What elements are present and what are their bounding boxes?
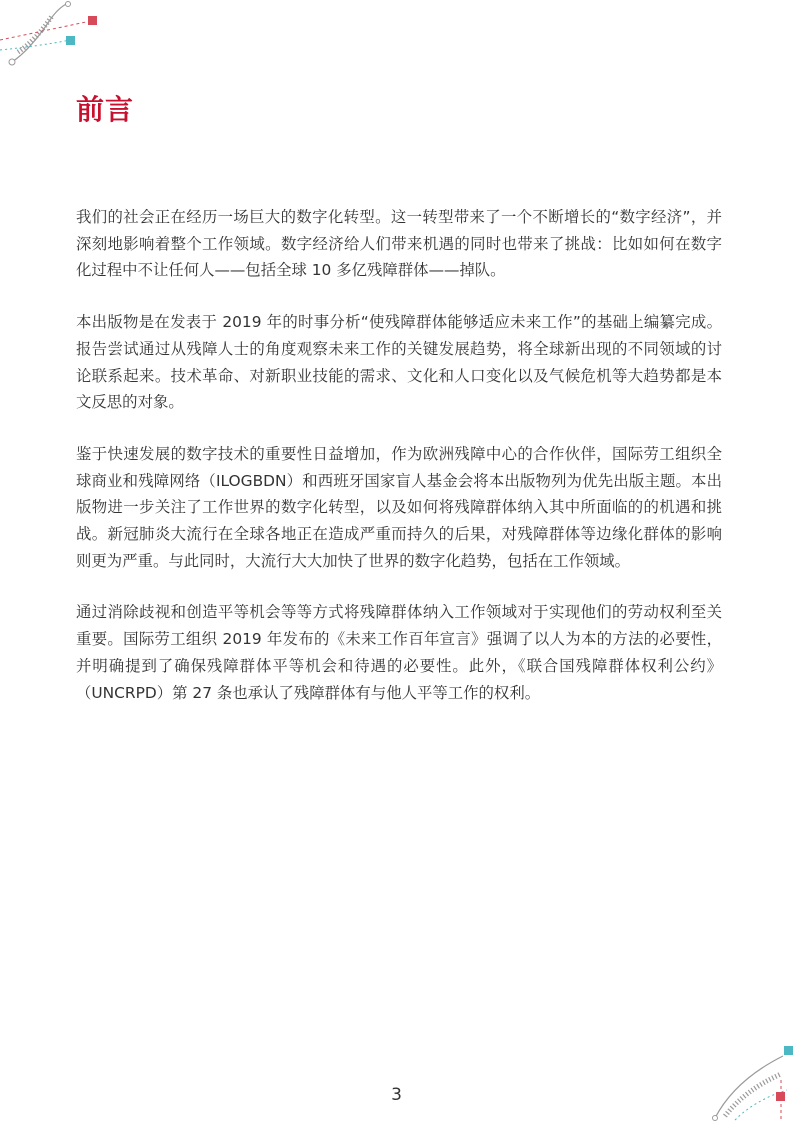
page-number: 3	[391, 1085, 402, 1105]
corner-decoration-top	[0, 0, 110, 75]
page-title: 前言	[76, 93, 135, 126]
paragraph-1: 我们的社会正在经历一场巨大的数字化转型。这一转型带来了一个不断增长的“数字经济”，并深刻地影响着整个工作领域。数字经济给人们带来机遇的同时也带来了挑战：比如如何在数字化过程中不让任何人——包括全球 10 多亿残障群体——掉队。	[76, 208, 722, 280]
paragraph-2: 本出版物是在发表于 2019 年的时事分析“使残障群体能够适应未来工作”的基础上编纂完成。报告尝试通过从残障人士的角度观察未来工作的关键发展趋势，将全球新出现的不同领域的讨论联系起来。技术革命、对新职业技能的需求、文化和人口变化以及气候危机等大趋势都是本文反思的对象。	[76, 313, 722, 412]
paragraph-3: 鉴于快速发展的数字技术的重要性日益增加，作为欧洲残障中心的合作伙伴，国际劳工组织全球商业和残障网络（ILOGBDN）和西班牙国家盲人基金会将本出版物列为优先出版主题。本出版物进一步关注了工作世界的数字化转型，以及如何将残障群体纳入其中所面临的的机遇和挑战。新冠肺炎大流行在全球各地正在造成严重而持久的后果，对残障群体等边缘化群体的影响则更为严重。与此同时，大流行大大加快了世界的数字化趋势，包括在工作领域。	[76, 444, 722, 570]
preface-body	[76, 204, 722, 731]
corner-decoration-bottom	[705, 1040, 793, 1122]
paragraph-4: 通过消除歧视和创造平等机会等等方式将残障群体纳入工作领域对于实现他们的劳动权利至关重要。国际劳工组织 2019 年发布的《未来工作百年宣言》强调了以人为本的方法的必要性，并明确提到了确保残障群体平等机会和待遇的必要性。此外，《联合国残障群体权利公约》（UNCRPD）第 27 条也承认了残障群体有与他人平等工作的权利。	[76, 603, 722, 702]
